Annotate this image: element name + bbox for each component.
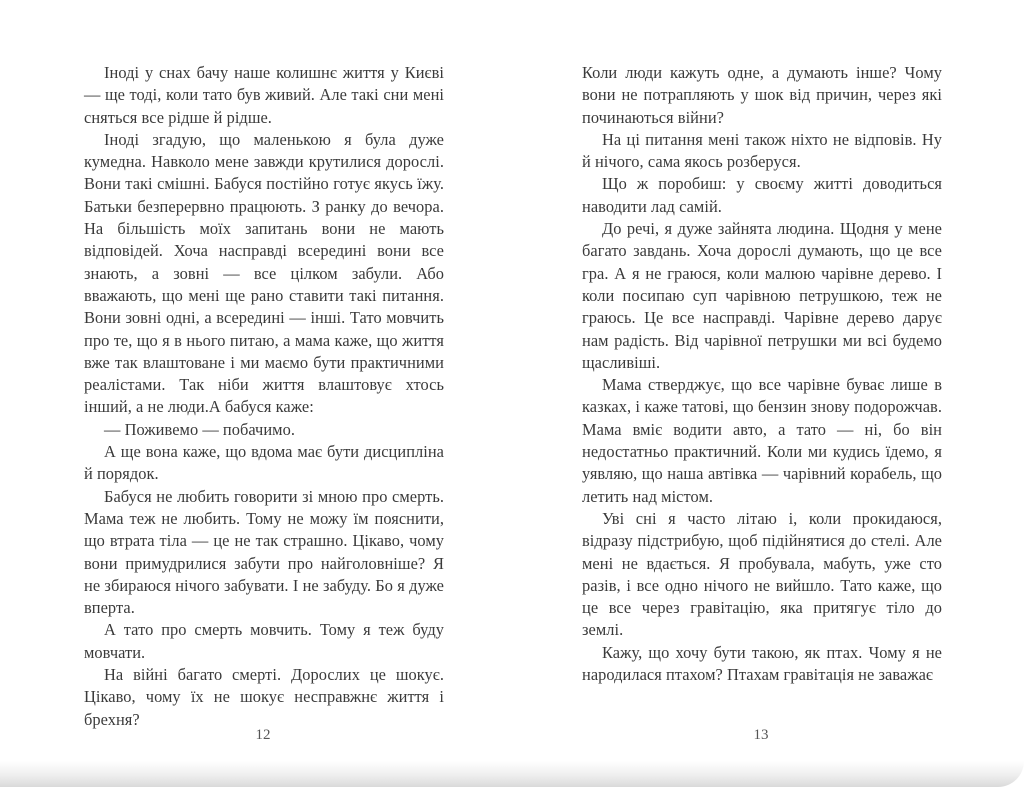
right-continued-paragraph: Коли люди кажуть одне, а думають інше? Чому вони не потрапляють у шок від причин, через які починаються війни?	[582, 63, 942, 127]
right-page	[582, 62, 942, 686]
right-paragraph: Уві сні я часто літаю і, коли прокидаюся, відразу підстрибую, щоб підійнятися до стелі. Але мені не вдається. Я пробувала, мабуть, уже сто разів, і все одно нічого не вийшло. Тато каже, що це все через гравітацію, яка притягує тіло до землі.	[582, 508, 942, 640]
left-paragraph: На війні багато смерті. Дорослих це шокує. Цікаво, чому їх не шокує несправжнє життя і брехня?	[84, 665, 444, 729]
left-paragraph: Іноді згадую, що маленькою я була дуже кумедна. Навколо мене завжди крутилися дорослі. Вони такі смішні. Бабуся постійно готує якусь їжу. Батьки безперервно працюють. З ранку до вечора. На більшість моїх запитань вони не мають відповідей. Хоча насправді всередині вони все знають, а зовні — все цілком забули. Або вважають, що мені ще рано ставити такі питання. Вони зовні одні, а всередині — інші. Тато мовчить про те, що я в нього питаю, а мама каже, що життя вже так влаштоване і ми маємо бути практичними реалістами. Так ніби життя влаштовує хтось інший, а не люди.А бабуся каже:	[84, 129, 444, 417]
left-page	[84, 62, 444, 731]
left-paragraph: — Поживемо — побачимо.	[104, 419, 295, 439]
left-paragraph: А тато про смерть мовчить. Тому я теж буду мовчати.	[84, 620, 444, 662]
right-paragraph: Що ж поробиш: у своєму житті доводиться наводити лад самій.	[582, 174, 942, 216]
left-paragraph: Бабуся не любить говорити зі мною про смерть. Мама теж не любить. Тому не можу їм пояснити, що втрата тіла — це не так страшно. Цікаво, чому вони примудрилися забути про найголовніше? Я не збираюся нічого забувати. І не забуду. Бо я дуже вперта.	[84, 486, 444, 618]
page-number-right: 13	[753, 727, 769, 743]
right-paragraph: На ці питання мені також ніхто не відповів. Ну й нічого, сама якось розберуся.	[582, 129, 942, 172]
right-paragraph: Мама стверджує, що все чарівне буває лише в казках, і каже татові, що бензин знову подорожчав. Мама вміє водити авто, а тато — ні, бо він недостатньо практичний. Коли ми кудись їдемо, я уявляю, що наша автівка — чарівний корабель, що летить над містом.	[582, 375, 942, 506]
left-paragraph: А ще вона каже, що вдома має бути дисципліна й порядок.	[84, 442, 444, 484]
page-number-left: 12	[255, 727, 271, 743]
left-paragraph: Іноді у снах бачу наше колишнє життя у Києві — ще тоді, коли тато був живий. Але такі сни мені сняться все рідше й рідше.	[84, 63, 444, 127]
right-paragraph: До речі, я дуже зайнята людина. Щодня у мене багато завдань. Хоча дорослі думають, що це все гра. А я не граюся, коли малюю чарівне дерево. І коли посипаю суп чарівною петрушкою, теж не граюсь. Це все насправді. Чарівне дерево дарує нам радість. Від чарівної петрушки ми всі будемо щасливіші.	[582, 219, 942, 372]
right-paragraph: Кажу, що хочу бути такою, як птах. Чому я не народилася птахом? Птахам гравітація не заважає	[582, 642, 942, 685]
page-edge-shadow	[0, 761, 1024, 787]
